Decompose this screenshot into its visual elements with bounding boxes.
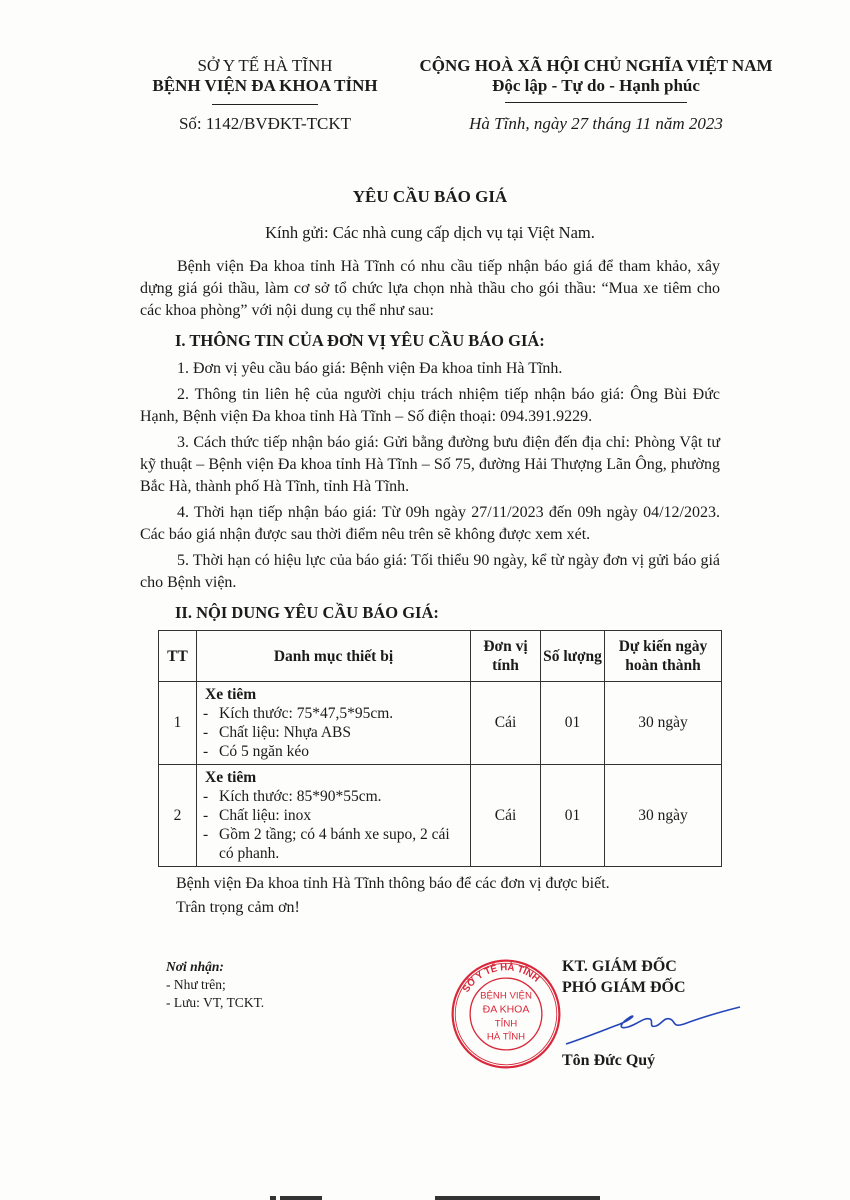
header-left: [120, 56, 410, 134]
item-spec: - Chất liệu: inox: [201, 806, 464, 825]
section1-item-5: 5. Thời hạn có hiệu lực của báo giá: Tối thiểu 90 ngày, kể từ ngày đơn vị gửi báo giá cho Bệnh viện.: [140, 552, 720, 591]
row-unit: Cái: [471, 682, 541, 765]
recipient-item: - Như trên;: [166, 977, 226, 992]
recipient-line: Kính gửi: Các nhà cung cấp dịch vụ tại Việt Nam.: [265, 223, 595, 242]
signer-name: Tôn Đức Quý: [562, 1052, 656, 1069]
national-title: CỘNG HOÀ XÃ HỘI CHỦ NGHĨA VIỆT NAM: [419, 56, 773, 75]
row-qty: 01: [541, 682, 605, 765]
stamp-inner-line: TỈNH: [494, 1018, 518, 1030]
table-header-row: [159, 631, 722, 682]
recipient-item: - Lưu: VT, TCKT.: [166, 995, 265, 1010]
stamp-outer-text: SỞ Y TẾ HÀ TĨNH: [460, 962, 542, 995]
header-completion: Dự kiến ngày hoàn thành: [605, 631, 722, 682]
signature-title-1: KT. GIÁM ĐỐC: [562, 958, 677, 975]
stamp-inner-line: BỆNH VIỆN: [480, 990, 532, 1002]
handwritten-signature: [564, 1004, 744, 1050]
row-completion: 30 ngày: [605, 682, 722, 765]
row-tt: 1: [159, 682, 197, 765]
section1-item-3: 3. Cách thức tiếp nhận báo giá: Gửi bằng đường bưu điện đến địa chỉ: Phòng Vật tư kỹ thuật – Bệnh viện Đa khoa tỉnh Hà Tĩnh – Số 75, đường Hải Thượng Lãn Ông, phường Bắc Hà, thành phố Hà Tĩnh, tỉnh Hà Tĩnh.: [140, 434, 720, 495]
national-motto: Độc lập - Tự do - Hạnh phúc: [492, 76, 700, 95]
recipients-block: [166, 958, 264, 1012]
row-tt: 2: [159, 765, 197, 867]
header-unit: Đơn vị tính: [471, 631, 541, 682]
section1-heading: I. THÔNG TIN CỦA ĐƠN VỊ YÊU CẦU BÁO GIÁ:: [175, 331, 545, 350]
item-spec: - Có 5 ngăn kéo: [201, 742, 464, 761]
stamp-inner-line: HÀ TĨNH: [486, 1031, 526, 1043]
header-item: Danh mục thiết bị: [197, 631, 471, 682]
item-spec: - Chất liệu: Nhựa ABS: [201, 723, 464, 742]
header-right: [416, 56, 776, 134]
section2-heading: II. NỘI DUNG YÊU CẦU BÁO GIÁ:: [175, 603, 439, 622]
row-qty: 01: [541, 765, 605, 867]
closing-thanks: Trân trọng cảm ơn!: [176, 899, 300, 916]
item-spec: - Gồm 2 tầng; có 4 bánh xe supo, 2 cái có phanh.: [201, 825, 464, 863]
table-row: [159, 765, 722, 867]
row-completion: 30 ngày: [605, 765, 722, 867]
item-spec: - Kích thước: 75*47,5*95cm.: [201, 704, 464, 723]
recipients-label: Nơi nhận:: [166, 959, 224, 974]
quotation-table: [158, 630, 722, 867]
signature-title-2: PHÓ GIÁM ĐỐC: [562, 979, 686, 996]
agency-name: SỞ Y TẾ HÀ TĨNH: [197, 56, 333, 75]
scan-mark: [270, 1196, 276, 1200]
section1-item-4: 4. Thời hạn tiếp nhận báo giá: Từ 09h ngày 27/11/2023 đến 09h ngày 04/12/2023. Các báo giá nhận được sau thời điểm nêu trên sẽ không được xem xét.: [140, 504, 720, 543]
closing-notice: Bệnh viện Đa khoa tỉnh Hà Tĩnh thông báo để các đơn vị được biết.: [176, 875, 610, 892]
motto-underline: [505, 102, 687, 103]
row-description: [197, 682, 471, 765]
section1-item-2: 2. Thông tin liên hệ của người chịu trách nhiệm tiếp nhận báo giá: Ông Bùi Đức Hạnh, Bệnh viện Đa khoa tỉnh Hà Tĩnh – Số điện thoại: 094.391.9229.: [140, 386, 720, 425]
document-body: [140, 186, 720, 919]
date-place: Hà Tĩnh, ngày 27 tháng 11 năm 2023: [469, 114, 723, 133]
header-qty: Số lượng: [541, 631, 605, 682]
scan-mark: [280, 1196, 322, 1200]
header-left-underline: [212, 104, 318, 105]
stamp-inner-line: ĐA KHOA: [482, 1003, 530, 1016]
row-description: [197, 765, 471, 867]
official-stamp: [450, 958, 562, 1070]
item-name: Xe tiêm: [205, 686, 257, 703]
table-row: [159, 682, 722, 765]
hospital-name: BỆNH VIỆN ĐA KHOA TỈNH: [152, 76, 378, 95]
row-unit: Cái: [471, 765, 541, 867]
intro-paragraph: Bệnh viện Đa khoa tỉnh Hà Tĩnh có nhu cầu tiếp nhận báo giá để tham khảo, xây dựng giá gói thầu, làm cơ sở tổ chức lựa chọn nhà thầu cho gói thầu: “Mua xe tiêm cho các khoa phòng” với nội dung cụ thể như sau:: [140, 258, 720, 319]
document-number: Số: 1142/BVĐKT-TCKT: [178, 114, 352, 133]
section1-item-1: 1. Đơn vị yêu cầu báo giá: Bệnh viện Đa khoa tỉnh Hà Tĩnh.: [177, 360, 563, 377]
header-tt: TT: [159, 631, 197, 682]
scan-mark: [435, 1196, 600, 1200]
item-name: Xe tiêm: [205, 769, 257, 786]
document-title: YÊU CẦU BÁO GIÁ: [352, 187, 508, 206]
item-spec: - Kích thước: 85*90*55cm.: [201, 787, 464, 806]
